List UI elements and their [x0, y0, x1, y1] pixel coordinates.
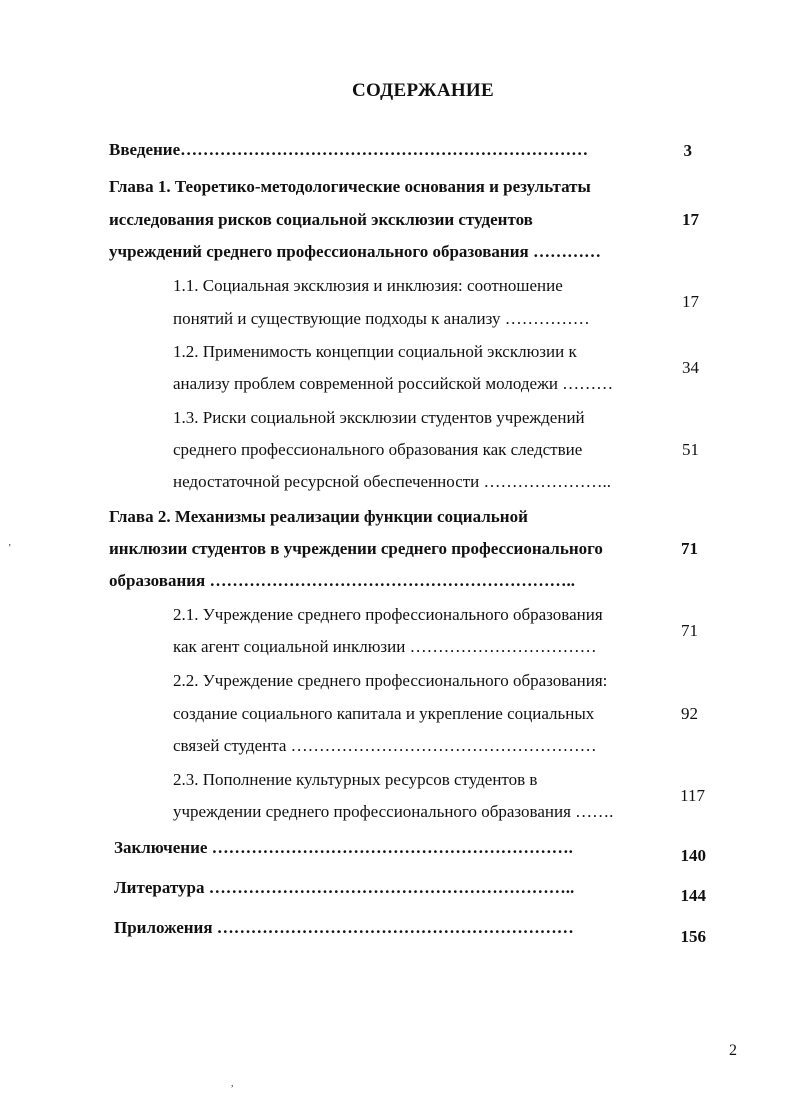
toc-section-2-2-line2: создание социального капитала и укрепление социальных — [173, 704, 595, 723]
toc-chapter1-line1: Глава 1. Теоретико-методологические основания и результаты — [109, 177, 591, 196]
toc-page-appendices: 156 — [680, 927, 706, 946]
toc-chapter1-line2: исследования рисков социальной эксклюзии студентов — [109, 210, 533, 229]
toc-page-section-1-1: 17 — [682, 292, 699, 311]
toc-page-literature: 144 — [680, 886, 706, 905]
toc-section-2-2-line3: связей студента ……………………………………………… — [173, 736, 597, 755]
scan-speck: ʼ — [8, 543, 12, 554]
toc-chapter1-line3: учреждений среднего профессионального образования ………… — [109, 242, 601, 261]
page-title: СОДЕРЖАНИЕ — [352, 80, 494, 101]
toc-entry-literature: Литература ……………………………………………………….. — [114, 878, 575, 897]
toc-page-introduction: 3 — [683, 141, 692, 160]
toc-page-section-1-3: 51 — [682, 440, 699, 459]
toc-section-1-3-line3: недостаточной ресурсной обеспеченности ………………….. — [173, 472, 612, 491]
toc-page-conclusion: 140 — [680, 846, 706, 865]
toc-chapter2-line2: инклюзии студентов в учреждении среднего профессионального — [109, 539, 603, 558]
toc-page-chapter2: 71 — [681, 539, 698, 558]
toc-chapter2-line1: Глава 2. Механизмы реализации функции социальной — [109, 507, 528, 526]
toc-chapter2-line3: образования ……………………………………………………….. — [109, 571, 575, 590]
toc-section-1-1-line2: понятий и существующие подходы к анализу …………… — [173, 309, 590, 328]
scan-speck: , — [231, 1078, 234, 1089]
toc-entry-conclusion: Заключение ………………………………………………………. — [114, 838, 573, 857]
toc-entry-appendices: Приложения ……………………………………………………… — [114, 918, 574, 937]
toc-section-2-3-line2: учреждении среднего профессионального образования ……. — [173, 802, 614, 821]
toc-section-1-3-line2: среднего профессионального образования как следствие — [173, 440, 583, 459]
toc-page-section-2-1: 71 — [681, 621, 698, 640]
page-number: 2 — [729, 1042, 737, 1059]
toc-page-section-2-2: 92 — [681, 704, 698, 723]
toc-section-2-2-line1: 2.2. Учреждение среднего профессионального образования: — [173, 671, 608, 690]
toc-section-1-2-line2: анализу проблем современной российской молодежи ……… — [173, 374, 614, 393]
toc-page-section-1-2: 34 — [682, 358, 699, 377]
toc-section-1-1-line1: 1.1. Социальная эксклюзия и инклюзия: соотношение — [173, 276, 563, 295]
toc-entry-introduction: Введение……………………………………………………………… — [109, 140, 589, 159]
toc-section-2-1-line1: 2.1. Учреждение среднего профессионального образования — [173, 605, 603, 624]
toc-section-1-2-line1: 1.2. Применимость концепции социальной эксклюзии к — [173, 342, 577, 361]
toc-section-2-3-line1: 2.3. Пополнение культурных ресурсов студентов в — [173, 770, 538, 789]
toc-section-2-1-line2: как агент социальной инклюзии …………………………… — [173, 637, 597, 656]
toc-page-chapter1: 17 — [682, 210, 699, 229]
toc-page-section-2-3: 117 — [680, 786, 705, 805]
toc-section-1-3-line1: 1.3. Риски социальной эксклюзии студентов учреждений — [173, 408, 585, 427]
